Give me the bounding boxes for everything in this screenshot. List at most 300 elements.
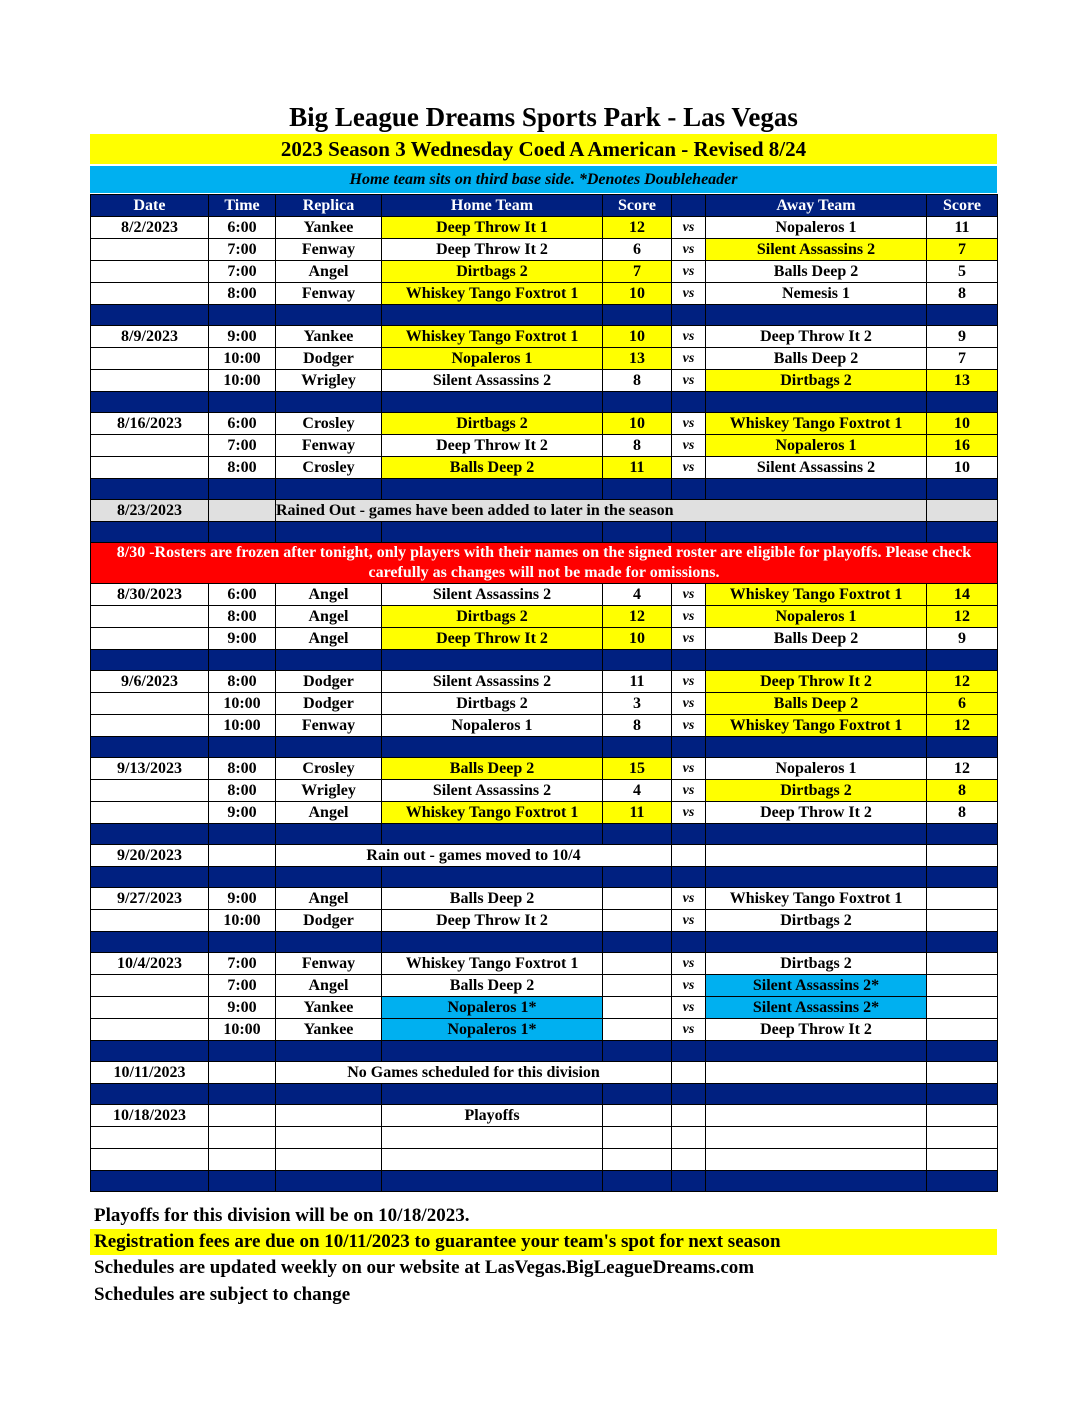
- separator-cell: [276, 867, 382, 888]
- separator-row: [91, 392, 998, 413]
- separator-cell: [706, 522, 927, 543]
- home-score: 7: [603, 261, 672, 283]
- away-team: Silent Assassins 2: [706, 239, 927, 261]
- separator-cell: [603, 932, 672, 953]
- home-score: 13: [603, 348, 672, 370]
- away-score: 8: [927, 780, 998, 802]
- separator-row: [91, 479, 998, 500]
- home-score: 10: [603, 413, 672, 435]
- away-score: 6: [927, 693, 998, 715]
- home-score: 8: [603, 435, 672, 457]
- empty-cell: [706, 845, 927, 867]
- away-team: Deep Throw It 2: [706, 326, 927, 348]
- vs-label: vs: [672, 780, 706, 802]
- game-time: 8:00: [209, 780, 276, 802]
- game-date: [91, 457, 209, 479]
- game-row: [91, 348, 998, 370]
- home-team: Nopaleros 1*: [382, 997, 603, 1019]
- page-title: Big League Dreams Sports Park - Las Vegas: [289, 102, 798, 132]
- separator-cell: [672, 932, 706, 953]
- empty-cell: [209, 845, 276, 867]
- away-score: [927, 910, 998, 932]
- separator-cell: [91, 737, 209, 758]
- home-score: [603, 910, 672, 932]
- game-time: 10:00: [209, 348, 276, 370]
- separator-cell: [276, 824, 382, 845]
- header-date: Date: [91, 195, 209, 217]
- game-time: 8:00: [209, 671, 276, 693]
- field-name: Crosley: [276, 758, 382, 780]
- away-score: 14: [927, 584, 998, 606]
- vs-label: vs: [672, 975, 706, 997]
- game-date: 10/4/2023: [91, 953, 209, 975]
- separator-cell: [603, 1171, 672, 1192]
- field-name: Fenway: [276, 953, 382, 975]
- field-name: Fenway: [276, 435, 382, 457]
- separator-cell: [927, 737, 998, 758]
- game-date: 10/18/2023: [91, 1105, 209, 1127]
- separator-cell: [706, 1041, 927, 1062]
- empty-cell: [209, 1062, 276, 1084]
- game-date: [91, 997, 209, 1019]
- blank-row: [91, 1127, 998, 1149]
- separator-cell: [382, 737, 603, 758]
- home-team: Nopaleros 1*: [382, 1019, 603, 1041]
- field-name: Angel: [276, 975, 382, 997]
- separator-cell: [382, 1041, 603, 1062]
- vs-label: vs: [672, 715, 706, 737]
- game-row: [91, 457, 998, 479]
- separator-cell: [91, 479, 209, 500]
- separator-cell: [382, 1084, 603, 1105]
- separator-cell: [382, 650, 603, 671]
- separator-cell: [91, 824, 209, 845]
- separator-row: [91, 824, 998, 845]
- separator-cell: [382, 867, 603, 888]
- away-score: 12: [927, 758, 998, 780]
- empty-cell: [603, 1149, 672, 1171]
- away-team: Whiskey Tango Foxtrot 1: [706, 584, 927, 606]
- game-date: [91, 239, 209, 261]
- registration-note: Registration fees are due on 10/11/2023 to guarantee your team's spot for next season: [90, 1229, 997, 1255]
- empty-cell: [706, 1105, 927, 1127]
- field-name: Yankee: [276, 997, 382, 1019]
- field-name: Fenway: [276, 283, 382, 305]
- game-row: [91, 217, 998, 239]
- separator-cell: [927, 932, 998, 953]
- field-name: Yankee: [276, 1019, 382, 1041]
- game-date: [91, 435, 209, 457]
- vs-label: vs: [672, 606, 706, 628]
- separator-cell: [603, 824, 672, 845]
- separator-cell: [603, 650, 672, 671]
- roster-freeze-notice: 8/30 -Rosters are frozen after tonight, only players with their names on the signed roster are eligible for playoffs. Please check carefully as changes will not be made for omissions.: [91, 543, 998, 584]
- separator-cell: [382, 824, 603, 845]
- away-score: 16: [927, 435, 998, 457]
- home-score: 15: [603, 758, 672, 780]
- game-time: 6:00: [209, 413, 276, 435]
- separator-cell: [382, 1171, 603, 1192]
- empty-cell: [927, 1105, 998, 1127]
- game-time: 9:00: [209, 326, 276, 348]
- home-team: Silent Assassins 2: [382, 671, 603, 693]
- field-name: Angel: [276, 261, 382, 283]
- field-name: Crosley: [276, 457, 382, 479]
- separator-cell: [927, 522, 998, 543]
- schedule-body: [91, 195, 998, 1192]
- home-team: Nopaleros 1: [382, 348, 603, 370]
- playoff-row: [91, 1105, 998, 1127]
- game-row: [91, 239, 998, 261]
- separator-cell: [603, 522, 672, 543]
- separator-cell: [91, 650, 209, 671]
- home-score: 12: [603, 217, 672, 239]
- home-team: Whiskey Tango Foxtrot 1: [382, 953, 603, 975]
- game-date: [91, 1019, 209, 1041]
- away-team: Whiskey Tango Foxtrot 1: [706, 715, 927, 737]
- separator-cell: [706, 650, 927, 671]
- schedule-message: No Games scheduled for this division: [276, 1062, 672, 1084]
- game-row: [91, 910, 998, 932]
- away-team: Dirtbags 2: [706, 780, 927, 802]
- game-row: [91, 283, 998, 305]
- game-row: [91, 802, 998, 824]
- game-date: [91, 283, 209, 305]
- separator-cell: [209, 479, 276, 500]
- home-team: Dirtbags 2: [382, 261, 603, 283]
- separator-cell: [927, 392, 998, 413]
- away-score: 9: [927, 326, 998, 348]
- separator-cell: [672, 1084, 706, 1105]
- game-row: [91, 997, 998, 1019]
- empty-cell: [672, 1062, 706, 1084]
- game-date: [91, 606, 209, 628]
- empty-cell: [672, 845, 706, 867]
- vs-label: vs: [672, 348, 706, 370]
- home-score: 6: [603, 239, 672, 261]
- separator-row: [91, 1084, 998, 1105]
- game-row: [91, 370, 998, 392]
- field-name: Dodger: [276, 348, 382, 370]
- empty-cell: [276, 1127, 382, 1149]
- separator-cell: [603, 392, 672, 413]
- separator-cell: [927, 305, 998, 326]
- message-row: [91, 845, 998, 867]
- separator-cell: [276, 479, 382, 500]
- game-row: [91, 715, 998, 737]
- away-team: Deep Throw It 2: [706, 802, 927, 824]
- home-score: 3: [603, 693, 672, 715]
- game-date: [91, 693, 209, 715]
- separator-cell: [209, 737, 276, 758]
- away-score: 10: [927, 457, 998, 479]
- field-name: Dodger: [276, 693, 382, 715]
- game-row: [91, 606, 998, 628]
- separator-cell: [382, 305, 603, 326]
- field-name: Fenway: [276, 239, 382, 261]
- separator-cell: [209, 1171, 276, 1192]
- separator-cell: [209, 392, 276, 413]
- vs-label: vs: [672, 953, 706, 975]
- empty-cell: [927, 1149, 998, 1171]
- field-name: Yankee: [276, 217, 382, 239]
- separator-cell: [91, 932, 209, 953]
- separator-cell: [382, 479, 603, 500]
- game-row: [91, 671, 998, 693]
- vs-label: vs: [672, 997, 706, 1019]
- separator-cell: [91, 867, 209, 888]
- separator-cell: [382, 932, 603, 953]
- message-row: [91, 1062, 998, 1084]
- game-time: 10:00: [209, 910, 276, 932]
- empty-cell: [927, 845, 998, 867]
- home-score: [603, 975, 672, 997]
- separator-cell: [382, 522, 603, 543]
- game-date: 10/11/2023: [91, 1062, 209, 1084]
- away-team: Silent Assassins 2*: [706, 997, 927, 1019]
- game-date: [91, 370, 209, 392]
- empty-cell: [706, 1127, 927, 1149]
- away-score: [927, 997, 998, 1019]
- field-name: Angel: [276, 606, 382, 628]
- vs-label: vs: [672, 888, 706, 910]
- game-time: 10:00: [209, 715, 276, 737]
- empty-cell: [603, 1105, 672, 1127]
- away-score: 12: [927, 606, 998, 628]
- empty-cell: [209, 1127, 276, 1149]
- separator-cell: [706, 392, 927, 413]
- header-replica: Replica: [276, 195, 382, 217]
- game-time: 9:00: [209, 888, 276, 910]
- home-score: [603, 888, 672, 910]
- home-score: [603, 953, 672, 975]
- empty-cell: [672, 1127, 706, 1149]
- game-time: 10:00: [209, 370, 276, 392]
- empty-cell: [706, 1149, 927, 1171]
- home-score: 8: [603, 370, 672, 392]
- game-date: 8/2/2023: [91, 217, 209, 239]
- vs-label: vs: [672, 457, 706, 479]
- field-name: Crosley: [276, 413, 382, 435]
- separator-cell: [91, 1041, 209, 1062]
- away-team: Balls Deep 2: [706, 348, 927, 370]
- schedule-table: [90, 194, 998, 1192]
- field-name: Fenway: [276, 715, 382, 737]
- separator-row: [91, 932, 998, 953]
- field-name: Angel: [276, 888, 382, 910]
- separator-cell: [91, 522, 209, 543]
- game-date: [91, 261, 209, 283]
- game-time: 7:00: [209, 953, 276, 975]
- away-score: 8: [927, 802, 998, 824]
- separator-cell: [91, 305, 209, 326]
- blank-row: [91, 1149, 998, 1171]
- separator-cell: [209, 1084, 276, 1105]
- away-team: Dirtbags 2: [706, 370, 927, 392]
- game-row: [91, 435, 998, 457]
- header-away-team: Away Team: [706, 195, 927, 217]
- vs-label: vs: [672, 584, 706, 606]
- separator-cell: [603, 1084, 672, 1105]
- home-team: Dirtbags 2: [382, 413, 603, 435]
- separator-cell: [706, 1171, 927, 1192]
- separator-cell: [276, 1084, 382, 1105]
- empty-cell: [276, 1105, 382, 1127]
- home-score: [603, 997, 672, 1019]
- game-date: 8/30/2023: [91, 584, 209, 606]
- game-time: 7:00: [209, 239, 276, 261]
- game-date: [91, 910, 209, 932]
- game-row: [91, 975, 998, 997]
- game-row: [91, 888, 998, 910]
- website-note: Schedules are updated weekly on our website at LasVegas.BigLeagueDreams.com: [94, 1257, 755, 1278]
- vs-label: vs: [672, 758, 706, 780]
- vs-label: vs: [672, 1019, 706, 1041]
- playoff-label: Playoffs: [382, 1105, 603, 1127]
- empty-cell: [603, 1127, 672, 1149]
- empty-cell: [927, 500, 998, 522]
- separator-cell: [706, 305, 927, 326]
- separator-cell: [276, 392, 382, 413]
- separator-cell: [209, 932, 276, 953]
- separator-cell: [209, 650, 276, 671]
- header-time: Time: [209, 195, 276, 217]
- home-team: Silent Assassins 2: [382, 780, 603, 802]
- vs-label: vs: [672, 239, 706, 261]
- separator-cell: [672, 305, 706, 326]
- away-team: Balls Deep 2: [706, 693, 927, 715]
- separator-cell: [706, 1084, 927, 1105]
- empty-cell: [672, 1105, 706, 1127]
- separator-cell: [209, 824, 276, 845]
- vs-label: vs: [672, 671, 706, 693]
- game-time: 9:00: [209, 997, 276, 1019]
- vs-label: vs: [672, 435, 706, 457]
- separator-cell: [276, 737, 382, 758]
- separator-cell: [672, 1171, 706, 1192]
- empty-cell: [382, 1149, 603, 1171]
- home-team: Dirtbags 2: [382, 606, 603, 628]
- home-team: Deep Throw It 2: [382, 628, 603, 650]
- separator-cell: [927, 1084, 998, 1105]
- separator-cell: [603, 1041, 672, 1062]
- game-date: [91, 780, 209, 802]
- game-date: 9/27/2023: [91, 888, 209, 910]
- separator-cell: [276, 932, 382, 953]
- separator-cell: [672, 1041, 706, 1062]
- away-score: 10: [927, 413, 998, 435]
- home-team: Deep Throw It 1: [382, 217, 603, 239]
- vs-label: vs: [672, 628, 706, 650]
- separator-cell: [927, 650, 998, 671]
- home-team: Balls Deep 2: [382, 457, 603, 479]
- away-team: Nopaleros 1: [706, 435, 927, 457]
- separator-cell: [91, 1171, 209, 1192]
- separator-cell: [276, 650, 382, 671]
- separator-cell: [672, 650, 706, 671]
- separator-cell: [672, 824, 706, 845]
- separator-cell: [706, 737, 927, 758]
- home-score: 8: [603, 715, 672, 737]
- field-name: Wrigley: [276, 370, 382, 392]
- separator-cell: [927, 867, 998, 888]
- roster-freeze-row: [91, 543, 998, 584]
- separator-cell: [927, 1041, 998, 1062]
- game-row: [91, 953, 998, 975]
- away-team: Whiskey Tango Foxtrot 1: [706, 413, 927, 435]
- header-vs: [672, 195, 706, 217]
- away-team: Nopaleros 1: [706, 217, 927, 239]
- home-score: [603, 1019, 672, 1041]
- game-row: [91, 261, 998, 283]
- header-home-score: Score: [603, 195, 672, 217]
- field-name: Wrigley: [276, 780, 382, 802]
- away-team: Balls Deep 2: [706, 628, 927, 650]
- separator-cell: [603, 737, 672, 758]
- home-team: Nopaleros 1: [382, 715, 603, 737]
- vs-label: vs: [672, 217, 706, 239]
- home-score: 11: [603, 671, 672, 693]
- game-row: [91, 326, 998, 348]
- playoffs-note: Playoffs for this division will be on 10/18/2023.: [94, 1205, 470, 1226]
- home-team-note: Home team sits on third base side. *Denotes Doubleheader: [90, 166, 997, 193]
- separator-cell: [672, 479, 706, 500]
- away-score: 7: [927, 348, 998, 370]
- separator-cell: [209, 1041, 276, 1062]
- away-team: Balls Deep 2: [706, 261, 927, 283]
- vs-label: vs: [672, 910, 706, 932]
- empty-cell: [927, 1062, 998, 1084]
- separator-row: [91, 1041, 998, 1062]
- home-team: Silent Assassins 2: [382, 584, 603, 606]
- game-date: [91, 628, 209, 650]
- away-team: Deep Throw It 2: [706, 1019, 927, 1041]
- away-score: 13: [927, 370, 998, 392]
- game-time: 8:00: [209, 457, 276, 479]
- separator-row: [91, 305, 998, 326]
- separator-cell: [672, 867, 706, 888]
- away-team: Nopaleros 1: [706, 758, 927, 780]
- separator-cell: [209, 522, 276, 543]
- home-score: 10: [603, 326, 672, 348]
- separator-row: [91, 1171, 998, 1192]
- away-score: 9: [927, 628, 998, 650]
- game-time: 7:00: [209, 435, 276, 457]
- game-date: 9/6/2023: [91, 671, 209, 693]
- separator-cell: [927, 824, 998, 845]
- away-team: Nemesis 1: [706, 283, 927, 305]
- header-row: [91, 195, 998, 217]
- separator-cell: [209, 305, 276, 326]
- separator-row: [91, 737, 998, 758]
- game-time: 7:00: [209, 975, 276, 997]
- separator-cell: [927, 479, 998, 500]
- field-name: Angel: [276, 628, 382, 650]
- home-score: 11: [603, 802, 672, 824]
- field-name: Yankee: [276, 326, 382, 348]
- home-team: Whiskey Tango Foxtrot 1: [382, 283, 603, 305]
- home-team: Balls Deep 2: [382, 888, 603, 910]
- game-row: [91, 693, 998, 715]
- away-team: Dirtbags 2: [706, 953, 927, 975]
- field-name: Angel: [276, 802, 382, 824]
- away-team: Whiskey Tango Foxtrot 1: [706, 888, 927, 910]
- separator-cell: [91, 392, 209, 413]
- game-row: [91, 1019, 998, 1041]
- header-home-team: Home Team: [382, 195, 603, 217]
- home-team: Whiskey Tango Foxtrot 1: [382, 326, 603, 348]
- separator-cell: [672, 392, 706, 413]
